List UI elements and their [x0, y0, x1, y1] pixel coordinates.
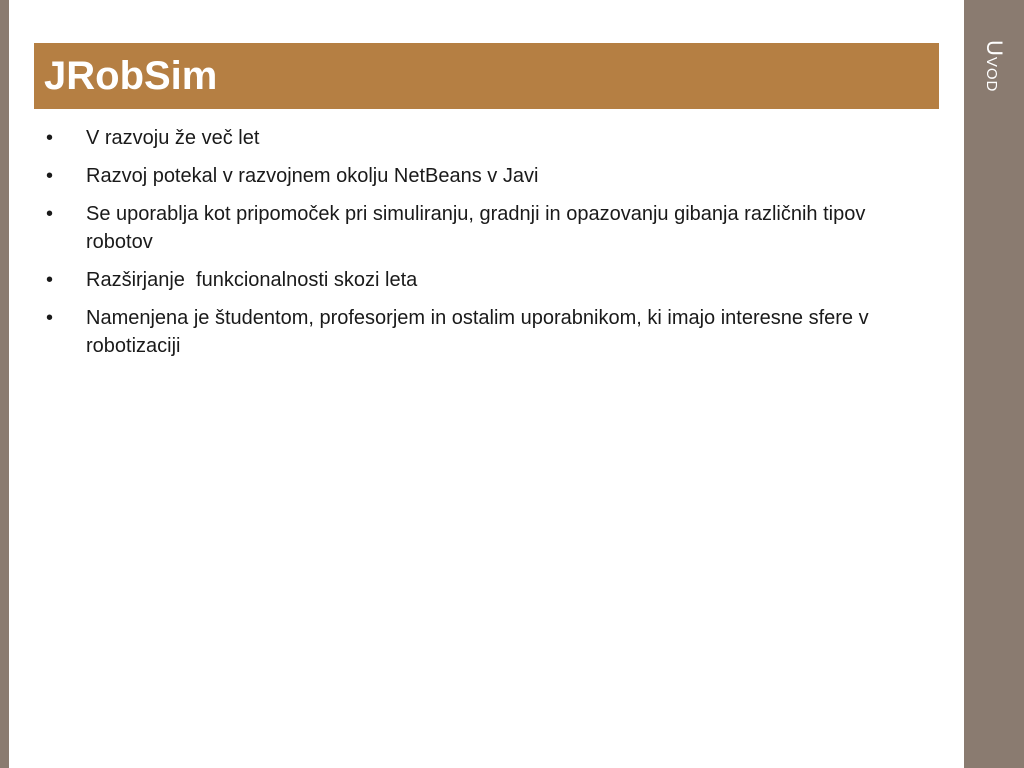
bullet-icon: • [46, 307, 54, 329]
bullet-list [44, 124, 924, 370]
bullet-text: Razvoj potekal v razvojnem okolju NetBeans v Javi [86, 165, 539, 187]
bullet-text: Se uporablja kot pripomoček pri simuliranju, gradnji in opazovanju gibanja različnih tipov robotov [86, 203, 866, 253]
left-border-bar [0, 0, 9, 768]
bullet-icon: • [46, 203, 54, 225]
section-label: Uvod [982, 40, 1007, 93]
bullet-item [44, 200, 924, 256]
bullet-item [44, 266, 924, 294]
bullet-text: Razširjanje funkcionalnosti skozi leta [86, 269, 418, 291]
title-bar [34, 43, 939, 109]
bullet-item [44, 124, 924, 152]
bullet-icon: • [46, 269, 54, 291]
bullet-icon: • [46, 127, 54, 149]
bullet-item [44, 304, 924, 360]
bullet-icon: • [46, 165, 54, 187]
bullet-text: V razvoju že več let [86, 127, 260, 149]
bullet-text: Namenjena je študentom, profesorjem in ostalim uporabnikom, ki imajo interesne sfere v robotizaciji [86, 307, 869, 357]
bullet-item [44, 162, 924, 190]
slide-title: JRobSim [44, 54, 218, 98]
